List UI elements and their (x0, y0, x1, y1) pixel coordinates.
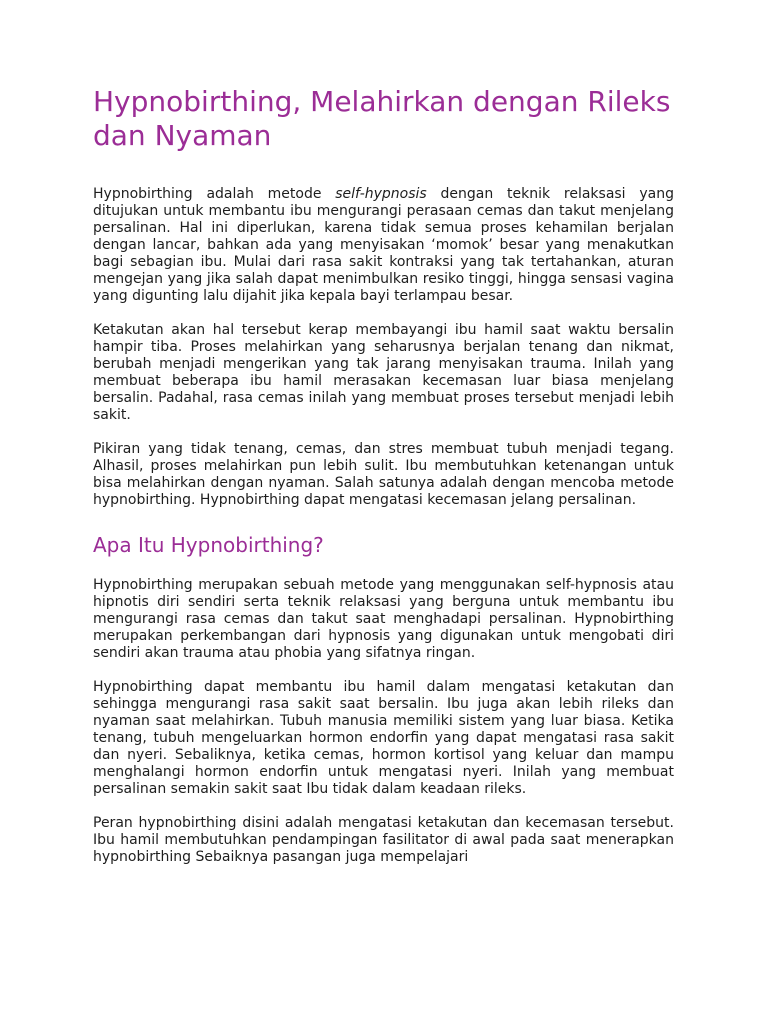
body-paragraph: Pikiran yang tidak tenang, cemas, dan stres membuat tubuh menjadi tegang. Alhasil, proses melahirkan pun lebih sulit. Ibu membutuhkan ketenangan untuk bisa melahirkan dengan nyaman. Salah satunya adalah dengan mencoba metode hypnobirthing. Hypnobirthing dapat mengatasi kecemasan jelang persalinan. (93, 441, 674, 508)
section-heading: Apa Itu Hypnobirthing? (93, 533, 324, 557)
document-title: Hypnobirthing, Melahirkan dengan Rileks dan Nyaman (93, 85, 671, 152)
intro-emphasis: self-hypnosis (335, 186, 427, 202)
intro-paragraph (93, 186, 674, 305)
intro-lead: Hypnobirthing adalah metode (93, 186, 336, 202)
intro-rest: dengan teknik relaksasi yang ditujukan untuk membantu ibu mengurangi perasaan cemas dan takut menjelang persalinan. Hal ini diperlukan, karena tidak semua proses kehamilan berjalan dengan lancar, bahkan ada yang menyisakan ‘momok’ besar yang menakutkan bagi sebagian ibu. Mulai dari rasa sakit kontraksi yang tak tertahankan, aturan mengejan yang jika salah dapat menimbulkan resiko tinggi, hingga sensasi vagina yang digunting lalu dijahit jika kepala bayi terlampau besar. (93, 186, 674, 304)
section-paragraph: Hypnobirthing dapat membantu ibu hamil dalam mengatasi ketakutan dan sehingga mengurangi rasa sakit saat bersalin. Ibu juga akan lebih rileks dan nyaman saat melahirkan. Tubuh manusia memiliki sistem yang luar biasa. Ketika tenang, tubuh mengeluarkan hormon endorfin yang dapat mengatasi rasa sakit dan nyeri. Sebaliknya, ketika cemas, hormon kortisol yang keluar dan mampu menghalangi hormon endorfin untuk mengatasi nyeri. Inilah yang membuat persalinan semakin sakit saat Ibu tidak dalam keadaan rileks. (93, 679, 674, 797)
document-page (93, 85, 674, 883)
section-paragraph: Hypnobirthing merupakan sebuah metode yang menggunakan self-hypnosis atau hipnotis diri sendiri serta teknik relaksasi yang berguna untuk membantu ibu mengurangi rasa cemas dan takut saat menghadapi persalinan. Hypnobirthing merupakan perkembangan dari hypnosis yang digunakan untuk mengobati diri sendiri akan trauma atau phobia yang sifatnya ringan. (93, 577, 674, 661)
body-paragraph: Ketakutan akan hal tersebut kerap membayangi ibu hamil saat waktu bersalin hampir tiba. Proses melahirkan yang seharusnya berjalan tenang dan nikmat, berubah menjadi mengerikan yang tak jarang menyisakan trauma. Inilah yang membuat beberapa ibu hamil merasakan kecemasan luar biasa menjelang bersalin. Padahal, rasa cemas inilah yang membuat proses tersebut menjadi lebih sakit. (93, 322, 674, 423)
section-paragraph: Peran hypnobirthing disini adalah mengatasi ketakutan dan kecemasan tersebut. Ibu hamil membutuhkan pendampingan fasilitator di awal pada saat menerapkan hypnobirthing Sebaiknya pasangan juga mempelajari (93, 815, 674, 865)
